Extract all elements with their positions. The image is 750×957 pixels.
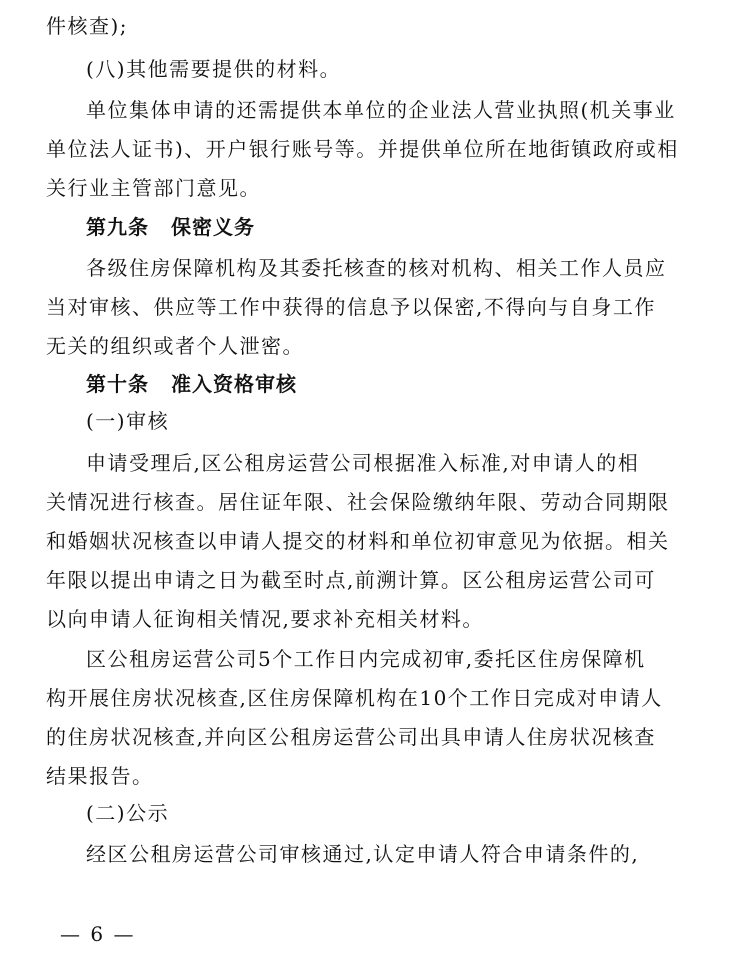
paragraph-line: 各级住房保障机构及其委托核查的核对机构、相关工作人员应	[86, 256, 667, 280]
paragraph-line: 区公租房运营公司5个工作日内完成初审,委托区住房保障机	[86, 647, 646, 671]
paragraph-line: 申请受理后,区公租房运营公司根据准入标准,对申请人的相	[86, 451, 640, 475]
paragraph-line: 结果报告。	[46, 764, 154, 788]
article-9-heading	[86, 215, 750, 239]
paragraph-line: 单位集体申请的还需提供本单位的企业法人营业执照(机关事业	[86, 98, 676, 122]
paragraph-line: 当对审核、供应等工作中获得的信息予以保密,不得向与自身工作	[46, 295, 656, 319]
article-9-title: 保密义务	[171, 215, 255, 239]
subsection-review: (一)审核	[86, 409, 170, 433]
paragraph-line: 和婚姻状况核查以申请人提交的材料和单位初审意见为依据。相关	[46, 529, 670, 553]
article-9-number: 第九条	[86, 215, 149, 239]
text-line: 件核查);	[46, 14, 129, 38]
subsection-publicity: (二)公示	[86, 801, 170, 825]
article-10-heading	[86, 372, 750, 396]
paragraph-line: 单位法人证书)、开户银行账号等。并提供单位所在地街镇政府或相	[46, 137, 679, 161]
article-10-number: 第十条	[86, 372, 149, 396]
paragraph-line: 年限以提出申请之日为截至时点,前溯计算。区公租房运营公司可	[46, 568, 656, 592]
page-number: — 6 —	[60, 922, 136, 946]
paragraph-line: 以向申请人征询相关情况,要求补充相关材料。	[46, 607, 484, 631]
paragraph-line: 关行业主管部门意见。	[46, 176, 261, 200]
paragraph-line: 关情况进行核查。居住证年限、社会保险缴纳年限、劳动合同期限	[46, 490, 670, 514]
paragraph-line: 经区公租房运营公司审核通过,认定申请人符合申请条件的,	[86, 842, 640, 866]
paragraph-line: 的住房状况核查,并向区公租房运营公司出具申请人住房状况核查	[46, 725, 656, 749]
paragraph-line: 无关的组织或者个人泄密。	[46, 334, 304, 358]
list-item-eight: (八)其他需要提供的材料。	[86, 57, 342, 81]
article-10-title: 准入资格审核	[171, 372, 297, 396]
paragraph-line: 构开展住房状况核查,区住房保障机构在10个工作日完成对申请人	[46, 686, 663, 710]
